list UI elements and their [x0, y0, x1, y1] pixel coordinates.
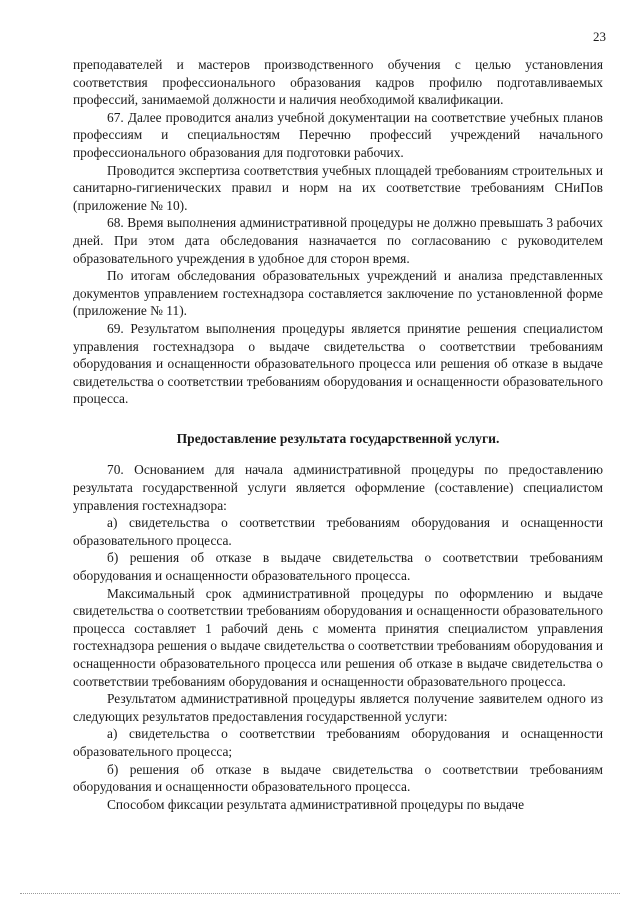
- paragraph-expertise: Проводится экспертиза соответствия учебных площадей требованиям строительных и санитарно-гигиенических правил и норм на их соответствие требованиям СНиПов (приложение № 10).: [73, 162, 603, 213]
- paragraph-result: Результатом административной процедуры является получение заявителем одного из следующих результатов предоставления государственной услуги:: [73, 691, 603, 724]
- page-number: 23: [593, 29, 606, 44]
- paragraph-67: 67. Далее проводится анализ учебной документации на соответствие учебных планов профессиям и специальностям Перечню профессий учреждений начального профессионального образования для подготовки рабочих.: [73, 109, 603, 160]
- result-item-b: б) решения об отказе в выдаче свидетельства о соответствии требованиям оборудования и оснащенности образовательного процесса.: [73, 761, 603, 795]
- document-body: [73, 56, 603, 813]
- section-heading: Предоставление результата государственной услуги.: [176, 430, 500, 446]
- list-item-b: б) решения об отказе в выдаче свидетельства о соответствии требованиям оборудования и оснащенности образовательного процесса.: [73, 550, 603, 584]
- list-item-a: а) свидетельства о соответствии требованиям оборудования и оснащенности образовательного процесса.: [73, 515, 603, 548]
- page-edge-divider: [20, 893, 620, 894]
- paragraph-68: 68. Время выполнения административной процедуры не должно превышать 3 рабочих дней. При этом дата обследования назначается по согласованию с руководителем образовательного учреждения в удобное для сторон время.: [73, 215, 603, 266]
- paragraph-max-duration: Максимальный срок административной процедуры по оформлению и выдаче свидетельства о соответствии требованиям оборудования и оснащенности образовательного процесса составляет 1 рабочий день с момента принятия специалистом управления гостехнадзора решения о выдаче свидетельства о соответствии требованиям оборудования и оснащенности образовательного процесса или решения об отказе в выдаче свидетельства о соответствии требованиям оборудования и оснащенности образовательного процесса.: [73, 585, 603, 689]
- paragraph-continuation: преподавателей и мастеров производственного обучения с целью установления соответствия профессионального образования кадров профилю подготавливаемых профессий, занимаемой должности и наличия необходимой квалификации.: [73, 57, 603, 108]
- result-item-a: а) свидетельства о соответствии требованиям оборудования и оснащенности образовательного процесса;: [73, 726, 603, 759]
- paragraph-69: 69. Результатом выполнения процедуры является принятие решения специалистом управления гостехнадзора о выдаче свидетельства о соответствии требованиям оборудования и оснащенности образовательного процесса или решения об отказе в выдаче свидетельства о соответствии требованиям оборудования и оснащенности образовательного процесса.: [73, 320, 603, 407]
- paragraph-70: 70. Основанием для начала административной процедуры по предоставлению результата государственной услуги является оформление (составление) специалистом управления гостехнадзора:: [73, 462, 603, 513]
- paragraph-inspection-results: По итогам обследования образовательных учреждений и анализа представленных документов управлением гостехнадзора составляется заключение по установленной форме (приложение № 11).: [73, 268, 603, 319]
- paragraph-fixation: Способом фиксации результата административной процедуры по выдаче: [107, 796, 525, 812]
